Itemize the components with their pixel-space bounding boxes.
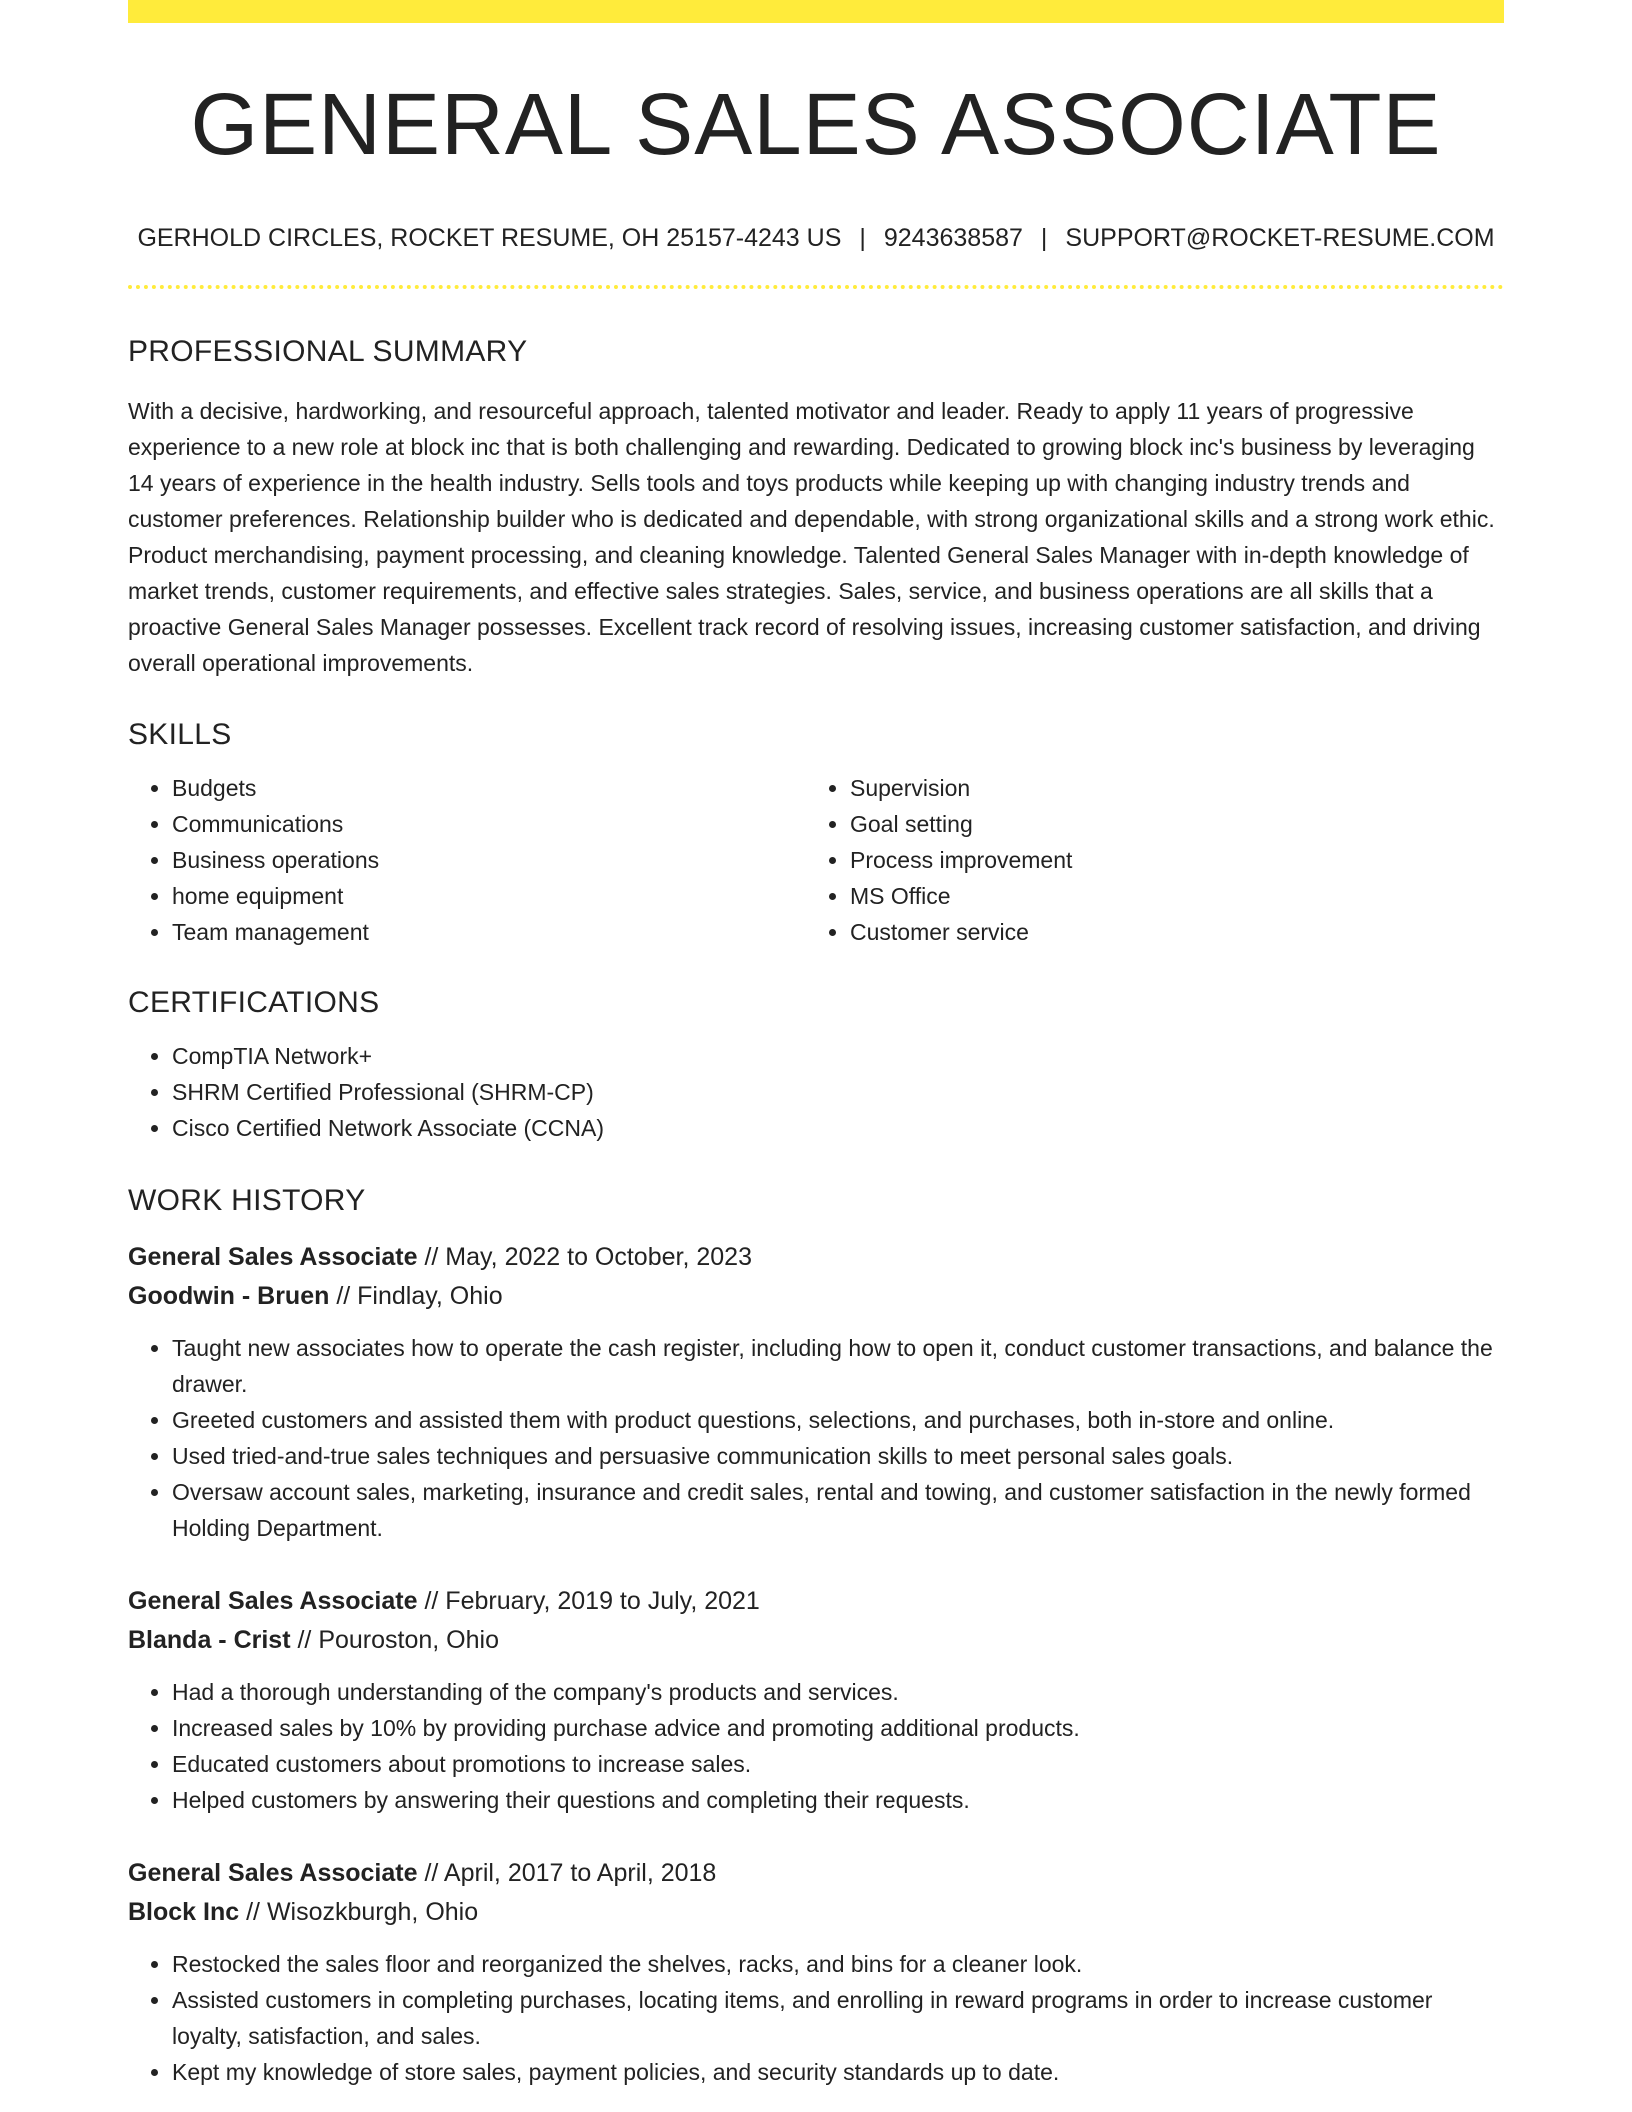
job-location: // Wisozkburgh, Ohio xyxy=(239,1898,479,1926)
certification-item: • Cisco Certified Network Associate (CCNA) xyxy=(172,1110,1504,1146)
skill-item: • Business operations xyxy=(172,842,806,878)
dotted-divider xyxy=(128,285,1504,289)
job-bullets xyxy=(128,1674,1504,1818)
skill-item: • Supervision xyxy=(850,770,1484,806)
job-dates: // April, 2017 to April, 2018 xyxy=(417,1859,717,1887)
job-bullet: • Assisted customers in completing purchases, locating items, and enrolling in reward programs in order to increase customer loyalty, satisfaction, and sales. xyxy=(172,1982,1504,2054)
skills-list-left xyxy=(128,770,806,950)
job-title-line xyxy=(128,1582,1504,1621)
job-location: // Findlay, Ohio xyxy=(329,1282,503,1310)
skills-list-right xyxy=(806,770,1484,950)
job-company: Blanda - Crist xyxy=(128,1626,291,1654)
job-company-line xyxy=(128,1277,1504,1316)
job-dates: // May, 2022 to October, 2023 xyxy=(417,1243,752,1271)
job-title-line xyxy=(128,1854,1504,1893)
resume-name: GENERAL SALES ASSOCIATE xyxy=(190,76,1442,173)
skill-item: • Goal setting xyxy=(850,806,1484,842)
skill-item: • Team management xyxy=(172,914,806,950)
summary-heading: PROFESSIONAL SUMMARY xyxy=(128,335,528,368)
job-bullet: • Increased sales by 10% by providing purchase advice and promoting additional products. xyxy=(172,1710,1504,1746)
contact-address: GERHOLD CIRCLES, ROCKET RESUME, OH 25157-4243 US xyxy=(137,224,842,252)
certifications-heading: CERTIFICATIONS xyxy=(128,986,380,1019)
job-bullet: • Educated customers about promotions to increase sales. xyxy=(172,1746,1504,1782)
job-role: General Sales Associate xyxy=(128,1587,418,1615)
job-bullet: • Kept my knowledge of store sales, payment policies, and security standards up to date. xyxy=(172,2054,1504,2090)
job-dates: // February, 2019 to July, 2021 xyxy=(417,1587,760,1615)
skill-item: • Communications xyxy=(172,806,806,842)
job-bullets xyxy=(128,1330,1504,1546)
job-company-line xyxy=(128,1621,1504,1660)
job-title-line xyxy=(128,1238,1504,1277)
skills-heading: SKILLS xyxy=(128,718,232,751)
certification-item: • SHRM Certified Professional (SHRM-CP) xyxy=(172,1074,1504,1110)
certifications-list xyxy=(128,1038,1504,1146)
skill-item: • home equipment xyxy=(172,878,806,914)
resume-page xyxy=(128,0,1504,2090)
job-bullets xyxy=(128,1946,1504,2090)
contact-email: SUPPORT@ROCKET-RESUME.COM xyxy=(1065,224,1495,252)
skill-item: • Customer service xyxy=(850,914,1484,950)
job-entry xyxy=(128,1582,1504,1818)
contact-line xyxy=(128,226,1504,251)
job-company-line xyxy=(128,1893,1504,1932)
job-company: Block Inc xyxy=(128,1898,240,1926)
job-bullet: • Taught new associates how to operate the cash register, including how to open it, conduct customer transactions, and balance the drawer. xyxy=(172,1330,1504,1402)
job-bullet: • Oversaw account sales, marketing, insurance and credit sales, rental and towing, and customer satisfaction in the newly formed Holding Department. xyxy=(172,1474,1504,1546)
job-entry xyxy=(128,1238,1504,1546)
contact-separator: | xyxy=(1040,224,1048,252)
job-location: // Pouroston, Ohio xyxy=(290,1626,499,1654)
contact-separator: | xyxy=(859,224,866,252)
skills-columns xyxy=(128,770,1504,950)
job-entry xyxy=(128,1854,1504,2090)
job-role: General Sales Associate xyxy=(128,1243,418,1271)
job-bullet: • Helped customers by answering their questions and completing their requests. xyxy=(172,1782,1504,1818)
job-bullet: • Restocked the sales floor and reorganized the shelves, racks, and bins for a cleaner look. xyxy=(172,1946,1504,1982)
work-history-heading: WORK HISTORY xyxy=(128,1184,366,1217)
job-bullet: • Used tried-and-true sales techniques and persuasive communication skills to meet personal sales goals. xyxy=(172,1438,1504,1474)
skill-item: • MS Office xyxy=(850,878,1484,914)
job-role: General Sales Associate xyxy=(128,1859,418,1887)
job-bullet: • Greeted customers and assisted them with product questions, selections, and purchases, both in-store and online. xyxy=(172,1402,1504,1438)
skill-item: • Budgets xyxy=(172,770,806,806)
job-company: Goodwin - Bruen xyxy=(128,1282,330,1310)
job-bullet: • Had a thorough understanding of the company's products and services. xyxy=(172,1674,1504,1710)
summary-text: With a decisive, hardworking, and resourceful approach, talented motivator and leader. Ready to apply 11 years of progressive experience to a new role at block inc that is both challenging and rewarding. Dedicated to growing block inc's business by leveraging 14 years of experience in the health industry. Sells tools and toys products while keeping up with changing industry trends and customer preferences. Relationship builder who is dedicated and dependable, with strong organizational skills and a strong work ethic. Product merchandising, payment processing, and cleaning knowledge. Talented General Sales Manager with in-depth knowledge of market trends, customer requirements, and effective sales strategies. Sales, service, and business operations are all skills that a proactive General Sales Manager possesses. Excellent track record of resolving issues, increasing customer satisfaction, and driving overall operational improvements. xyxy=(128,398,1495,676)
skill-item: • Process improvement xyxy=(850,842,1484,878)
contact-phone: 9243638587 xyxy=(883,224,1023,252)
certification-item: • CompTIA Network+ xyxy=(172,1038,1504,1074)
accent-top-bar xyxy=(128,0,1504,23)
